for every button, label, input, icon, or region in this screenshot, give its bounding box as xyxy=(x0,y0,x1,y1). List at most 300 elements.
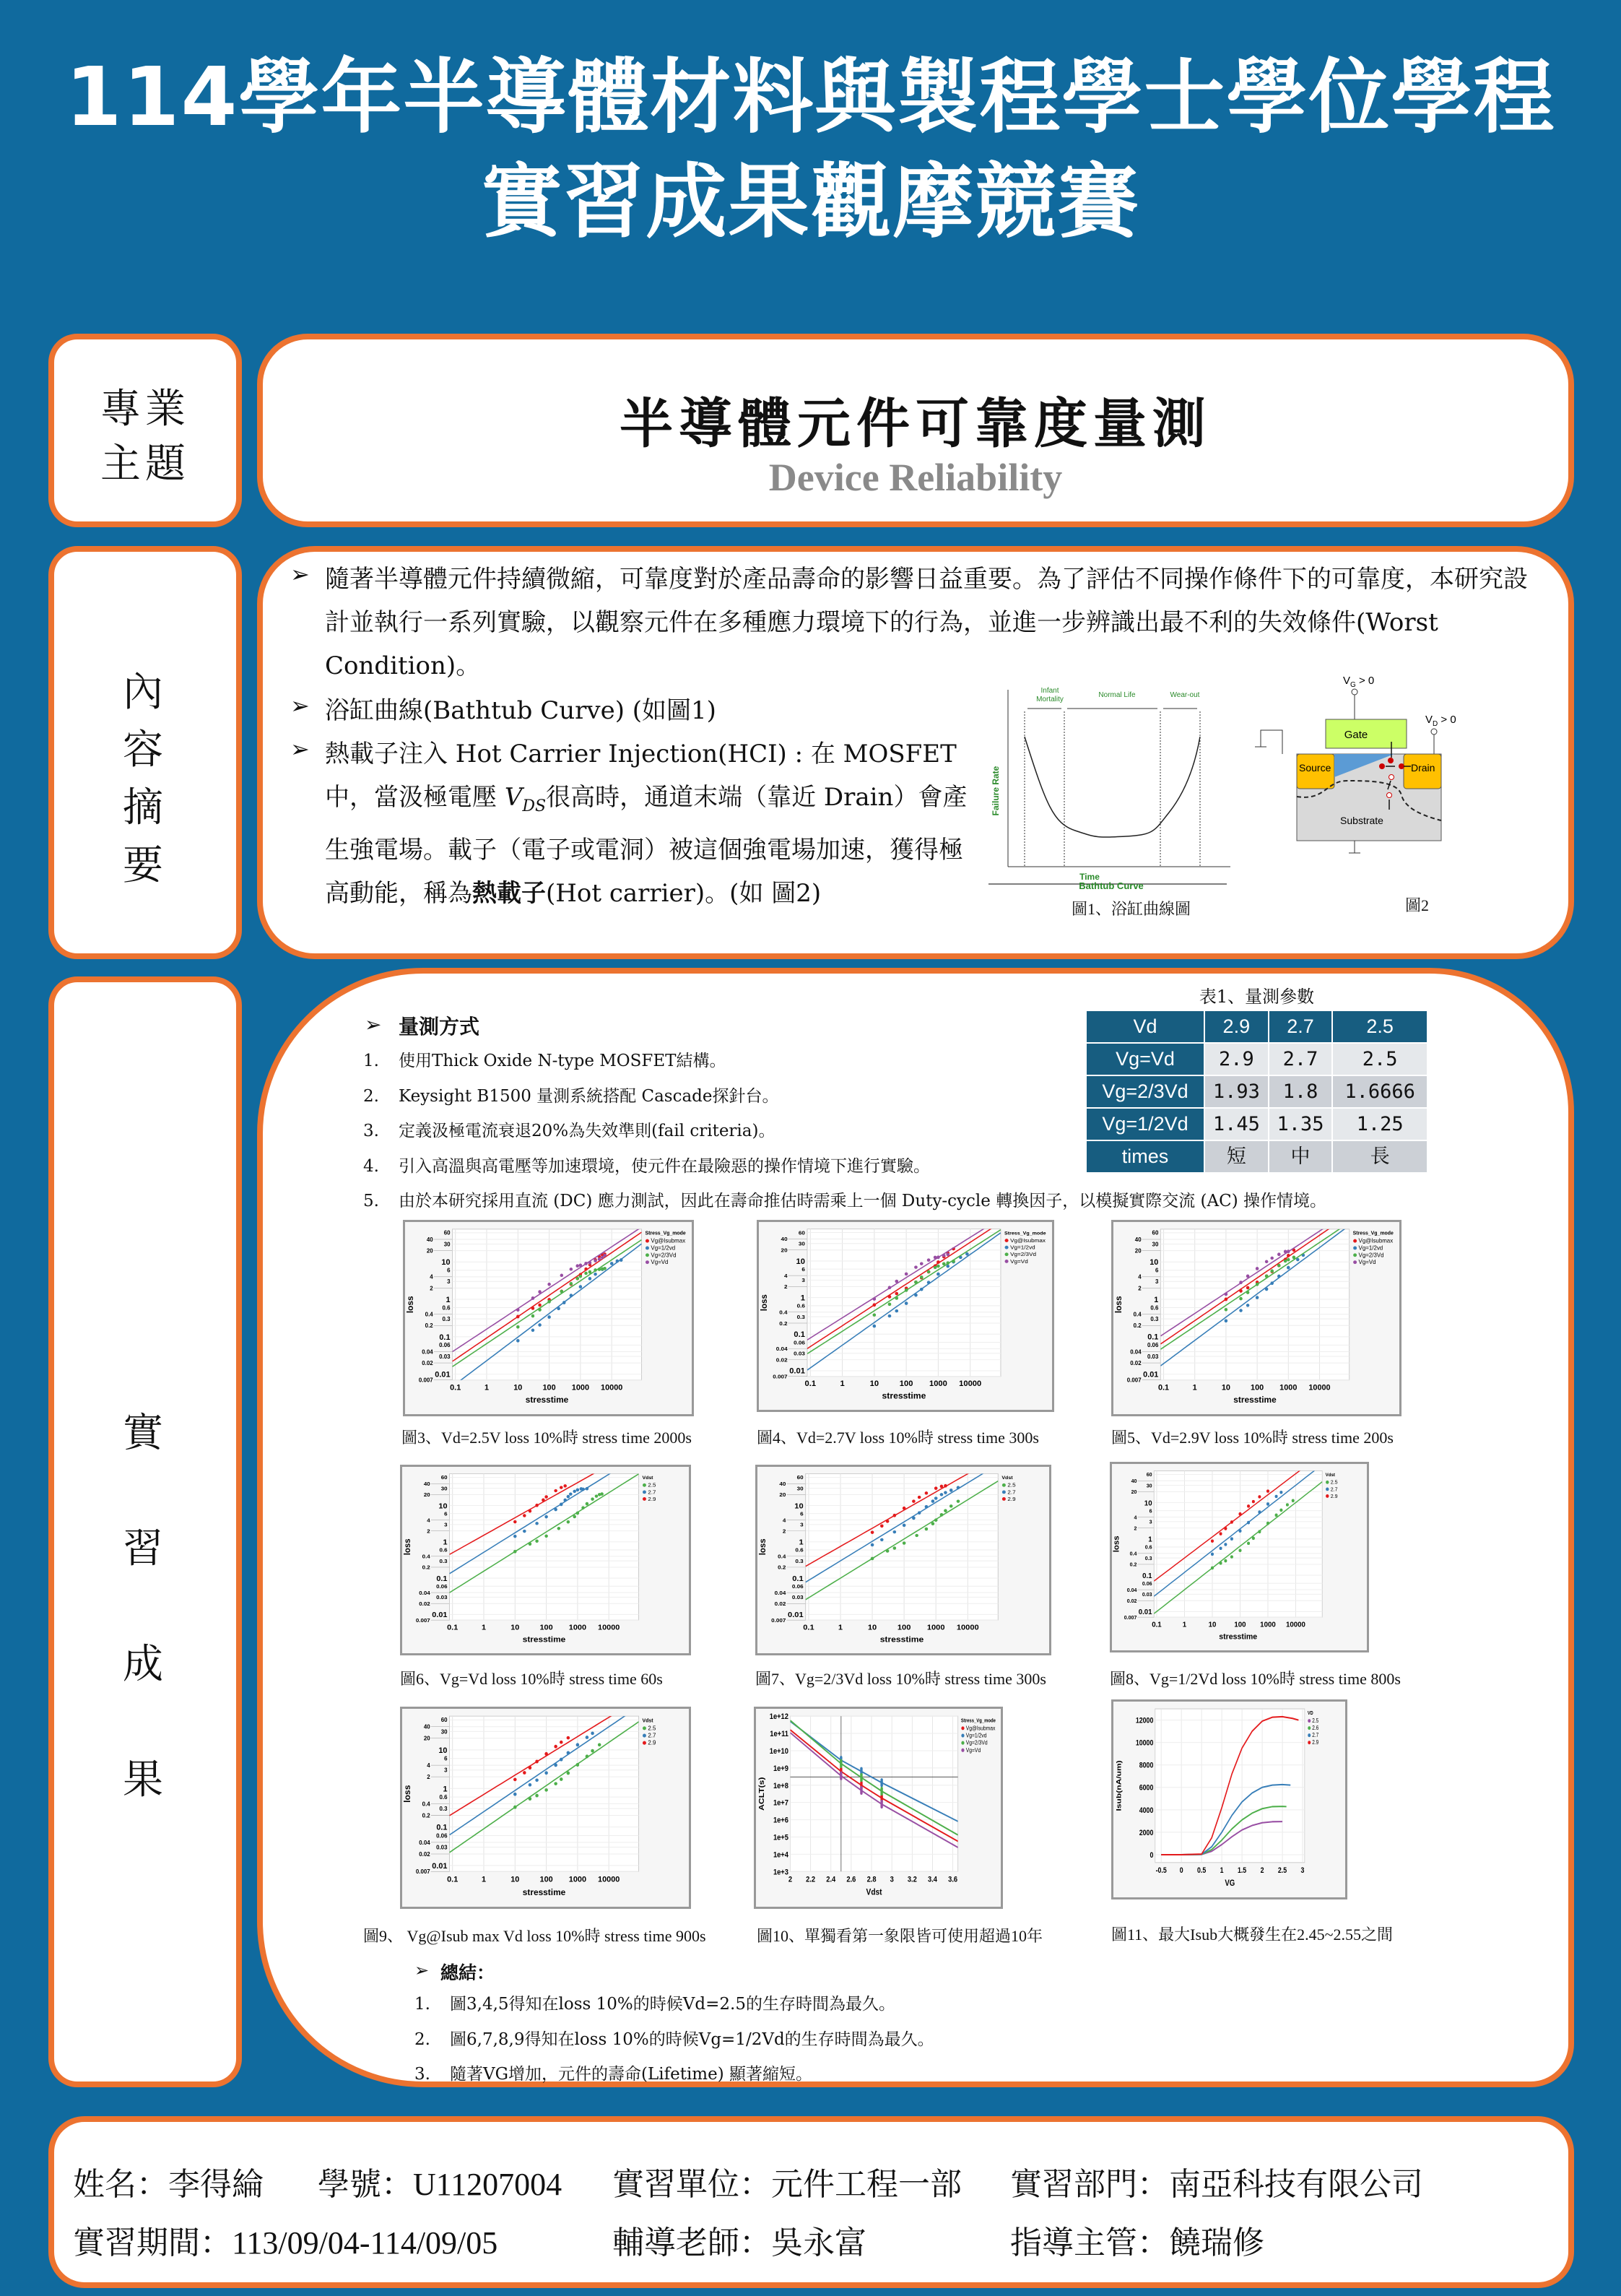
data-point xyxy=(1279,1509,1282,1512)
x-tick-label: 10 xyxy=(510,1623,520,1632)
y-tick-label: 0.3 xyxy=(442,1315,451,1322)
data-point xyxy=(531,1329,534,1332)
y-tick-label: 0.007 xyxy=(771,1617,786,1624)
data-point xyxy=(925,1528,928,1530)
data-point xyxy=(895,1297,898,1300)
y-tick-label: 0.1 xyxy=(1142,1572,1152,1580)
results-label-box xyxy=(48,976,242,2087)
data-point xyxy=(931,1500,934,1503)
data-point xyxy=(918,1496,921,1499)
y-tick-label: 10000 xyxy=(1135,1738,1154,1748)
y-tick-label: 3 xyxy=(800,1521,804,1528)
y-tick-label: 2 xyxy=(782,1528,786,1535)
y-tick-label: 4 xyxy=(784,1273,788,1279)
data-point xyxy=(905,1302,908,1305)
y-tick-label: 2 xyxy=(1134,1525,1137,1532)
x-tick-label: 2.2 xyxy=(806,1875,816,1884)
data-marker xyxy=(840,1772,842,1780)
data-point xyxy=(529,1542,531,1545)
data-point xyxy=(591,1749,594,1752)
data-point xyxy=(1266,1489,1269,1492)
y-axis-label: loss xyxy=(757,1538,768,1556)
y-tick-label: 0.02 xyxy=(419,1600,430,1607)
legend-marker xyxy=(1005,1239,1009,1242)
data-point xyxy=(944,1484,947,1487)
data-point xyxy=(598,1257,601,1260)
plot-area xyxy=(807,1229,1001,1377)
x-tick-label: 10000 xyxy=(1285,1621,1305,1629)
data-point xyxy=(579,1275,582,1278)
x-tick-label: 10 xyxy=(867,1623,877,1632)
x-tick-label: 1 xyxy=(481,1623,487,1632)
y-tick-label: 0.3 xyxy=(1150,1315,1159,1322)
y-tick-label: 2 xyxy=(427,1528,430,1535)
student-name: 姓名：李得綸 xyxy=(73,2167,264,2202)
y-tick-label: 0.6 xyxy=(795,1546,804,1554)
data-point xyxy=(873,1303,876,1306)
abstract-box xyxy=(257,546,1574,959)
data-point xyxy=(554,1764,557,1767)
legend-title: Stress_Vg_mode xyxy=(960,1717,996,1724)
y-tick-label: 6 xyxy=(444,1510,448,1517)
x-tick-label: 0.1 xyxy=(450,1383,461,1392)
x-tick-label: 0.1 xyxy=(803,1623,814,1632)
table-cell: 1.8 xyxy=(1269,1075,1333,1108)
x-tick-label: 100 xyxy=(897,1623,911,1632)
data-point xyxy=(544,1772,547,1775)
y-tick-label: 3 xyxy=(444,1521,448,1528)
x-tick-label: 3 xyxy=(890,1875,894,1884)
y-axis-label: loss xyxy=(759,1294,770,1312)
fig5-caption: 圖5、Vd=2.9V loss 10%時 stress time 200s xyxy=(1111,1429,1394,1447)
data-point xyxy=(903,1541,905,1544)
data-point xyxy=(579,1264,582,1267)
data-point xyxy=(905,1289,908,1292)
y-axis-label: ACLT(s) xyxy=(757,1777,766,1811)
data-point xyxy=(1239,1512,1242,1515)
data-point xyxy=(1266,1502,1269,1505)
y-tick-label: 2 xyxy=(427,1774,430,1781)
data-point xyxy=(567,1495,570,1498)
legend-marker xyxy=(643,1726,646,1730)
data-point xyxy=(957,1486,960,1489)
y-tick-label: 0.1 xyxy=(792,1574,804,1583)
data-point xyxy=(947,1265,949,1268)
data-point xyxy=(560,1503,562,1506)
y-tick-label: 0.03 xyxy=(1142,1590,1152,1598)
data-point xyxy=(1239,1309,1242,1312)
substrate-label: Substrate xyxy=(1340,815,1383,826)
legend-marker xyxy=(961,1741,964,1745)
data-point xyxy=(516,1309,519,1312)
data-point xyxy=(920,1275,923,1278)
y-tick-label: 40 xyxy=(1134,1236,1142,1243)
hot-carrier-term: 熱載子 xyxy=(472,878,546,908)
y-tick-label: 0.6 xyxy=(439,1546,448,1554)
y-tick-label: 0.2 xyxy=(422,1564,430,1571)
y-axis-label: loss xyxy=(1113,1535,1121,1553)
data-point xyxy=(535,1522,538,1525)
data-point xyxy=(531,1297,534,1300)
data-point xyxy=(560,1741,562,1743)
y-tick-label: 0.04 xyxy=(1126,1586,1137,1593)
data-point xyxy=(557,1527,560,1530)
data-point xyxy=(893,1546,896,1549)
y-tick-label: 1 xyxy=(799,1538,804,1547)
x-tick-label: -0.5 xyxy=(1155,1866,1167,1876)
data-point xyxy=(603,1254,606,1257)
data-point xyxy=(888,1314,891,1317)
y-tick-label: 30 xyxy=(1146,1482,1152,1489)
x-tick-label: 1 xyxy=(1220,1866,1224,1876)
topic-subtitle: Device Reliability xyxy=(768,456,1063,499)
y-tick-label: 60 xyxy=(440,1717,448,1724)
data-point xyxy=(1230,1521,1233,1524)
data-point xyxy=(944,1491,947,1494)
arrow-bullet-icon: ➢ xyxy=(290,735,310,763)
data-point xyxy=(880,1525,883,1528)
data-point xyxy=(1239,1297,1242,1300)
x-tick-label: 1000 xyxy=(571,1383,590,1392)
data-point xyxy=(1211,1553,1214,1556)
data-point xyxy=(934,1496,937,1499)
legend-marker xyxy=(1308,1741,1311,1744)
data-point xyxy=(936,1261,939,1264)
data-point xyxy=(562,1301,565,1304)
x-axis-label: stresstime xyxy=(522,1886,566,1897)
y-tick-label: 4 xyxy=(1134,1514,1137,1521)
data-point xyxy=(576,1743,579,1746)
y-tick-label: 0.007 xyxy=(1126,1377,1142,1384)
legend-title: VD xyxy=(1307,1710,1313,1717)
data-point xyxy=(591,1732,594,1735)
data-point xyxy=(598,1268,601,1270)
y-tick-label: 0.3 xyxy=(796,1314,805,1320)
data-point xyxy=(576,1264,579,1267)
data-point xyxy=(927,1281,930,1284)
x-tick-label: 10000 xyxy=(959,1379,982,1389)
data-point xyxy=(535,1760,538,1763)
y-tick-label: 0.4 xyxy=(779,1309,788,1316)
data-point xyxy=(538,1309,541,1312)
y-tick-label: 2 xyxy=(1138,1285,1142,1292)
data-marker xyxy=(880,1778,882,1787)
data-point xyxy=(513,1520,516,1523)
data-point xyxy=(934,1486,937,1489)
x-tick-label: 100 xyxy=(539,1623,553,1632)
fig9-chart xyxy=(400,1707,691,1909)
data-point xyxy=(586,1487,588,1490)
data-point xyxy=(573,1515,576,1518)
data-point xyxy=(554,1782,557,1785)
table-cell: 2.5 xyxy=(1332,1043,1427,1075)
legend-label: 2.9 xyxy=(1330,1492,1338,1499)
legend-marker xyxy=(1326,1494,1329,1498)
y-tick-label: 0.03 xyxy=(1147,1353,1159,1360)
y-tick-label: 0.1 xyxy=(1147,1333,1159,1342)
y-tick-label: 6 xyxy=(801,1266,805,1273)
data-point xyxy=(1252,1537,1255,1540)
data-point xyxy=(1277,1264,1280,1267)
bathtub-curve-figure xyxy=(981,683,1241,892)
data-point xyxy=(1246,1286,1249,1289)
legend-label: Vg=Vd xyxy=(651,1259,669,1266)
y-tick-label: 6000 xyxy=(1139,1783,1154,1793)
y-tick-label: 0.04 xyxy=(774,1590,786,1596)
legend-label: Vg=2/3Vd xyxy=(965,1739,988,1746)
plot-area xyxy=(450,1474,639,1621)
y-tick-label: 0.04 xyxy=(1130,1348,1142,1356)
x-tick-label: 2 xyxy=(1260,1866,1264,1876)
data-point xyxy=(586,1502,588,1505)
x-tick-label: 1 xyxy=(838,1623,843,1632)
x-tick-label: 10 xyxy=(1221,1383,1230,1392)
x-axis-label: stresstime xyxy=(1233,1395,1277,1405)
data-marker xyxy=(880,1800,882,1808)
legend-label: Vg@Isubmax xyxy=(1010,1237,1046,1244)
legend-label: Vg=1/2vd xyxy=(1358,1244,1383,1252)
data-point xyxy=(1287,1258,1290,1261)
data-point xyxy=(886,1520,889,1522)
text: 熱載子注入 Hot Carrier Injection(HCI) : 在 MOSFET 中，當汲極電壓 xyxy=(325,740,957,812)
x-tick-label: 10000 xyxy=(956,1623,979,1632)
vd-label: $V_D > 0$ xyxy=(1425,714,1456,728)
x-tick-label: 10000 xyxy=(598,1875,620,1884)
data-point xyxy=(1258,1530,1261,1533)
data-point xyxy=(1277,1252,1280,1255)
data-point xyxy=(936,1273,939,1275)
data-point xyxy=(531,1307,534,1309)
y-tick-label: 0.01 xyxy=(789,1366,805,1376)
legend-title: Stress_Vg_mode xyxy=(1352,1231,1394,1236)
data-point xyxy=(594,1259,596,1262)
y-tick-label: 20 xyxy=(1134,1247,1142,1255)
legend-marker xyxy=(643,1734,646,1738)
data-point xyxy=(903,1507,905,1509)
mosfet-hci-diagram xyxy=(1253,672,1542,882)
y-tick-label: 4 xyxy=(430,1273,433,1281)
legend-marker xyxy=(646,1246,649,1249)
y-tick-label: 0.01 xyxy=(1138,1608,1152,1617)
measurement-params-table xyxy=(1085,1010,1428,1174)
y-tick-label: 0.02 xyxy=(419,1850,430,1858)
list-number: 5. xyxy=(363,1192,379,1210)
row-header: Vg=2/3Vd xyxy=(1086,1075,1204,1108)
legend-label: 2.9 xyxy=(1007,1496,1016,1502)
fig2-caption: 圖2 xyxy=(1405,896,1430,914)
legend-marker xyxy=(1326,1487,1329,1491)
data-point xyxy=(888,1286,891,1289)
data-point xyxy=(942,1262,945,1265)
list-item-text: Keysight B1500 量測系統搭配 Cascade探針台。 xyxy=(399,1086,779,1106)
legend-title: Vdst xyxy=(642,1476,653,1481)
y-tick-label: 1 xyxy=(800,1294,805,1303)
table-row xyxy=(1086,1043,1427,1075)
y-tick-label: 3 xyxy=(1149,1518,1152,1525)
internship-unit: 實習單位：元件工程一部 xyxy=(612,2167,962,2202)
data-point xyxy=(529,1797,531,1800)
results-label-char: 成 xyxy=(123,1641,168,1688)
fig3-chart xyxy=(403,1220,694,1416)
y-tick-label: 60 xyxy=(440,1474,448,1481)
data-point xyxy=(513,1778,516,1781)
data-point xyxy=(940,1514,943,1517)
data-point xyxy=(947,1253,949,1256)
data-point xyxy=(523,1530,526,1533)
data-point xyxy=(560,1777,562,1780)
legend-marker xyxy=(1005,1260,1009,1263)
x-tick-label: 0.1 xyxy=(804,1379,817,1389)
table-header-cell: 2.7 xyxy=(1269,1010,1333,1043)
time-label: Time xyxy=(1079,872,1100,882)
data-marker xyxy=(840,1759,842,1768)
x-tick-label: 2.5 xyxy=(1277,1866,1287,1876)
list-item-text: 隨著VG增加，元件的壽命(Lifetime) 顯著縮短。 xyxy=(450,2065,813,2084)
y-tick-label: 20 xyxy=(781,1247,788,1254)
legend-marker xyxy=(1005,1246,1009,1249)
data-point xyxy=(1220,1547,1222,1550)
y-tick-label: 30 xyxy=(798,1240,805,1247)
data-point xyxy=(584,1272,587,1275)
x-tick-label: 10 xyxy=(510,1875,520,1884)
x-tick-label: 1 xyxy=(840,1379,845,1389)
data-point xyxy=(1224,1559,1227,1562)
y-tick-label: 30 xyxy=(796,1485,804,1492)
y-tick-label: 0.6 xyxy=(1144,1543,1152,1551)
data-point xyxy=(1211,1567,1214,1569)
data-point xyxy=(513,1550,516,1553)
data-point xyxy=(886,1549,889,1552)
y-tick-label: 0.02 xyxy=(774,1600,786,1607)
y-tick-label: 1e+7 xyxy=(773,1799,788,1808)
legend-label: 2.6 xyxy=(1312,1724,1319,1732)
methods-title: 量測方式 xyxy=(399,1015,480,1039)
y-tick-label: 0.06 xyxy=(791,1583,804,1590)
y-tick-label: 0.06 xyxy=(439,1342,451,1349)
data-point xyxy=(940,1485,943,1488)
data-point xyxy=(1287,1249,1290,1252)
data-marker xyxy=(860,1773,862,1782)
data-point xyxy=(563,1484,566,1487)
results-label-char: 習 xyxy=(123,1525,168,1572)
y-tick-label: 4 xyxy=(1138,1273,1142,1281)
data-point xyxy=(563,1499,566,1502)
y-tick-label: 0.007 xyxy=(1124,1613,1137,1621)
y-tick-label: 0.007 xyxy=(415,1868,430,1876)
data-point xyxy=(936,1255,939,1258)
data-point xyxy=(586,1755,588,1758)
data-point xyxy=(1239,1289,1242,1292)
legend-label: 2.9 xyxy=(1312,1738,1319,1746)
y-tick-label: 0.4 xyxy=(422,1553,430,1560)
table-cell: 2.7 xyxy=(1269,1043,1333,1075)
data-point xyxy=(516,1339,519,1342)
list-item-text: 定義汲極電流衰退20%為失效準則(fail criteria)。 xyxy=(399,1122,775,1140)
y-tick-label: 20 xyxy=(423,1491,430,1499)
y-tick-label: 0.04 xyxy=(419,1839,430,1846)
legend-marker xyxy=(643,1741,646,1745)
data-point xyxy=(610,1262,613,1265)
fig9-caption: 圖9、 Vg@Isub max Vd loss 10%時 stress time 900s xyxy=(363,1927,706,1945)
legend-label: Vg@Isubmax xyxy=(651,1237,686,1244)
list-number: 4. xyxy=(363,1156,379,1176)
data-point xyxy=(944,1509,947,1512)
legend-label: Vg=2/3Vd xyxy=(651,1252,677,1259)
data-point xyxy=(934,1519,937,1522)
y-tick-label: 10 xyxy=(794,1502,804,1511)
failure-rate-label: Failure Rate xyxy=(991,766,1001,816)
y-tick-label: 1 xyxy=(1148,1535,1152,1544)
legend-marker xyxy=(1353,1239,1357,1243)
vds-subscript: DS xyxy=(522,797,547,815)
data-point xyxy=(560,1290,563,1293)
plot-area xyxy=(1154,1471,1322,1618)
drain-label: Drain xyxy=(1411,762,1435,774)
data-point xyxy=(949,1489,952,1491)
data-point xyxy=(925,1505,928,1508)
data-point xyxy=(579,1286,582,1288)
poster-title-line1: 114學年半導體材料與製程學士學位學程 xyxy=(65,51,1556,144)
y-tick-label: 20 xyxy=(423,1735,430,1742)
table-header-cell: Vd xyxy=(1086,1010,1204,1043)
legend-marker xyxy=(1326,1481,1329,1484)
footer-info-box xyxy=(48,2116,1574,2288)
plot-area xyxy=(1160,1229,1349,1380)
data-point xyxy=(569,1493,572,1496)
y-tick-label: 0.007 xyxy=(415,1617,430,1624)
data-point xyxy=(1271,1270,1274,1273)
legend-label: Vg=Vd xyxy=(965,1746,981,1754)
data-point xyxy=(1230,1555,1233,1558)
data-point xyxy=(936,1265,939,1268)
data-point xyxy=(557,1307,560,1310)
data-point xyxy=(1220,1533,1222,1535)
data-point xyxy=(1252,1500,1255,1503)
data-point xyxy=(560,1486,562,1489)
data-point xyxy=(588,1277,591,1280)
x-axis-label: stresstime xyxy=(879,1634,924,1645)
x-tick-label: 10000 xyxy=(601,1383,623,1392)
x-tick-label: 100 xyxy=(539,1875,553,1884)
x-tick-label: 1000 xyxy=(1279,1383,1298,1392)
x-tick-label: 1000 xyxy=(568,1623,587,1632)
legend-marker xyxy=(643,1490,646,1494)
x-tick-label: 10000 xyxy=(1308,1383,1331,1392)
x-tick-label: 0.5 xyxy=(1196,1866,1207,1876)
data-point xyxy=(570,1294,573,1297)
data-point xyxy=(594,1268,596,1271)
y-tick-label: 0.1 xyxy=(794,1330,805,1340)
table-cell: 1.45 xyxy=(1204,1108,1269,1140)
data-point xyxy=(1284,1250,1287,1253)
table-row xyxy=(1086,1108,1427,1140)
list-item-text: 使用Thick Oxide N-type MOSFET結構。 xyxy=(399,1052,726,1070)
data-point xyxy=(927,1258,930,1261)
data-point xyxy=(1256,1296,1259,1299)
data-point xyxy=(1266,1522,1269,1525)
y-tick-label: 0.06 xyxy=(794,1339,805,1346)
data-point xyxy=(888,1295,891,1298)
legend-marker xyxy=(1002,1497,1006,1501)
data-point xyxy=(516,1315,519,1318)
advisor: 輔導老師：吳永富 xyxy=(612,2225,866,2261)
abstract-bullet-2: 浴缸曲線(Bathtub Curve) (如圖1) xyxy=(325,696,716,725)
y-tick-label: 0.01 xyxy=(432,1611,448,1620)
topic-title: 半導體元件可靠度量測 xyxy=(620,393,1212,455)
x-axis-label: Vdst xyxy=(866,1887,882,1898)
data-point xyxy=(523,1771,526,1774)
results-label-char: 實 xyxy=(123,1410,168,1457)
